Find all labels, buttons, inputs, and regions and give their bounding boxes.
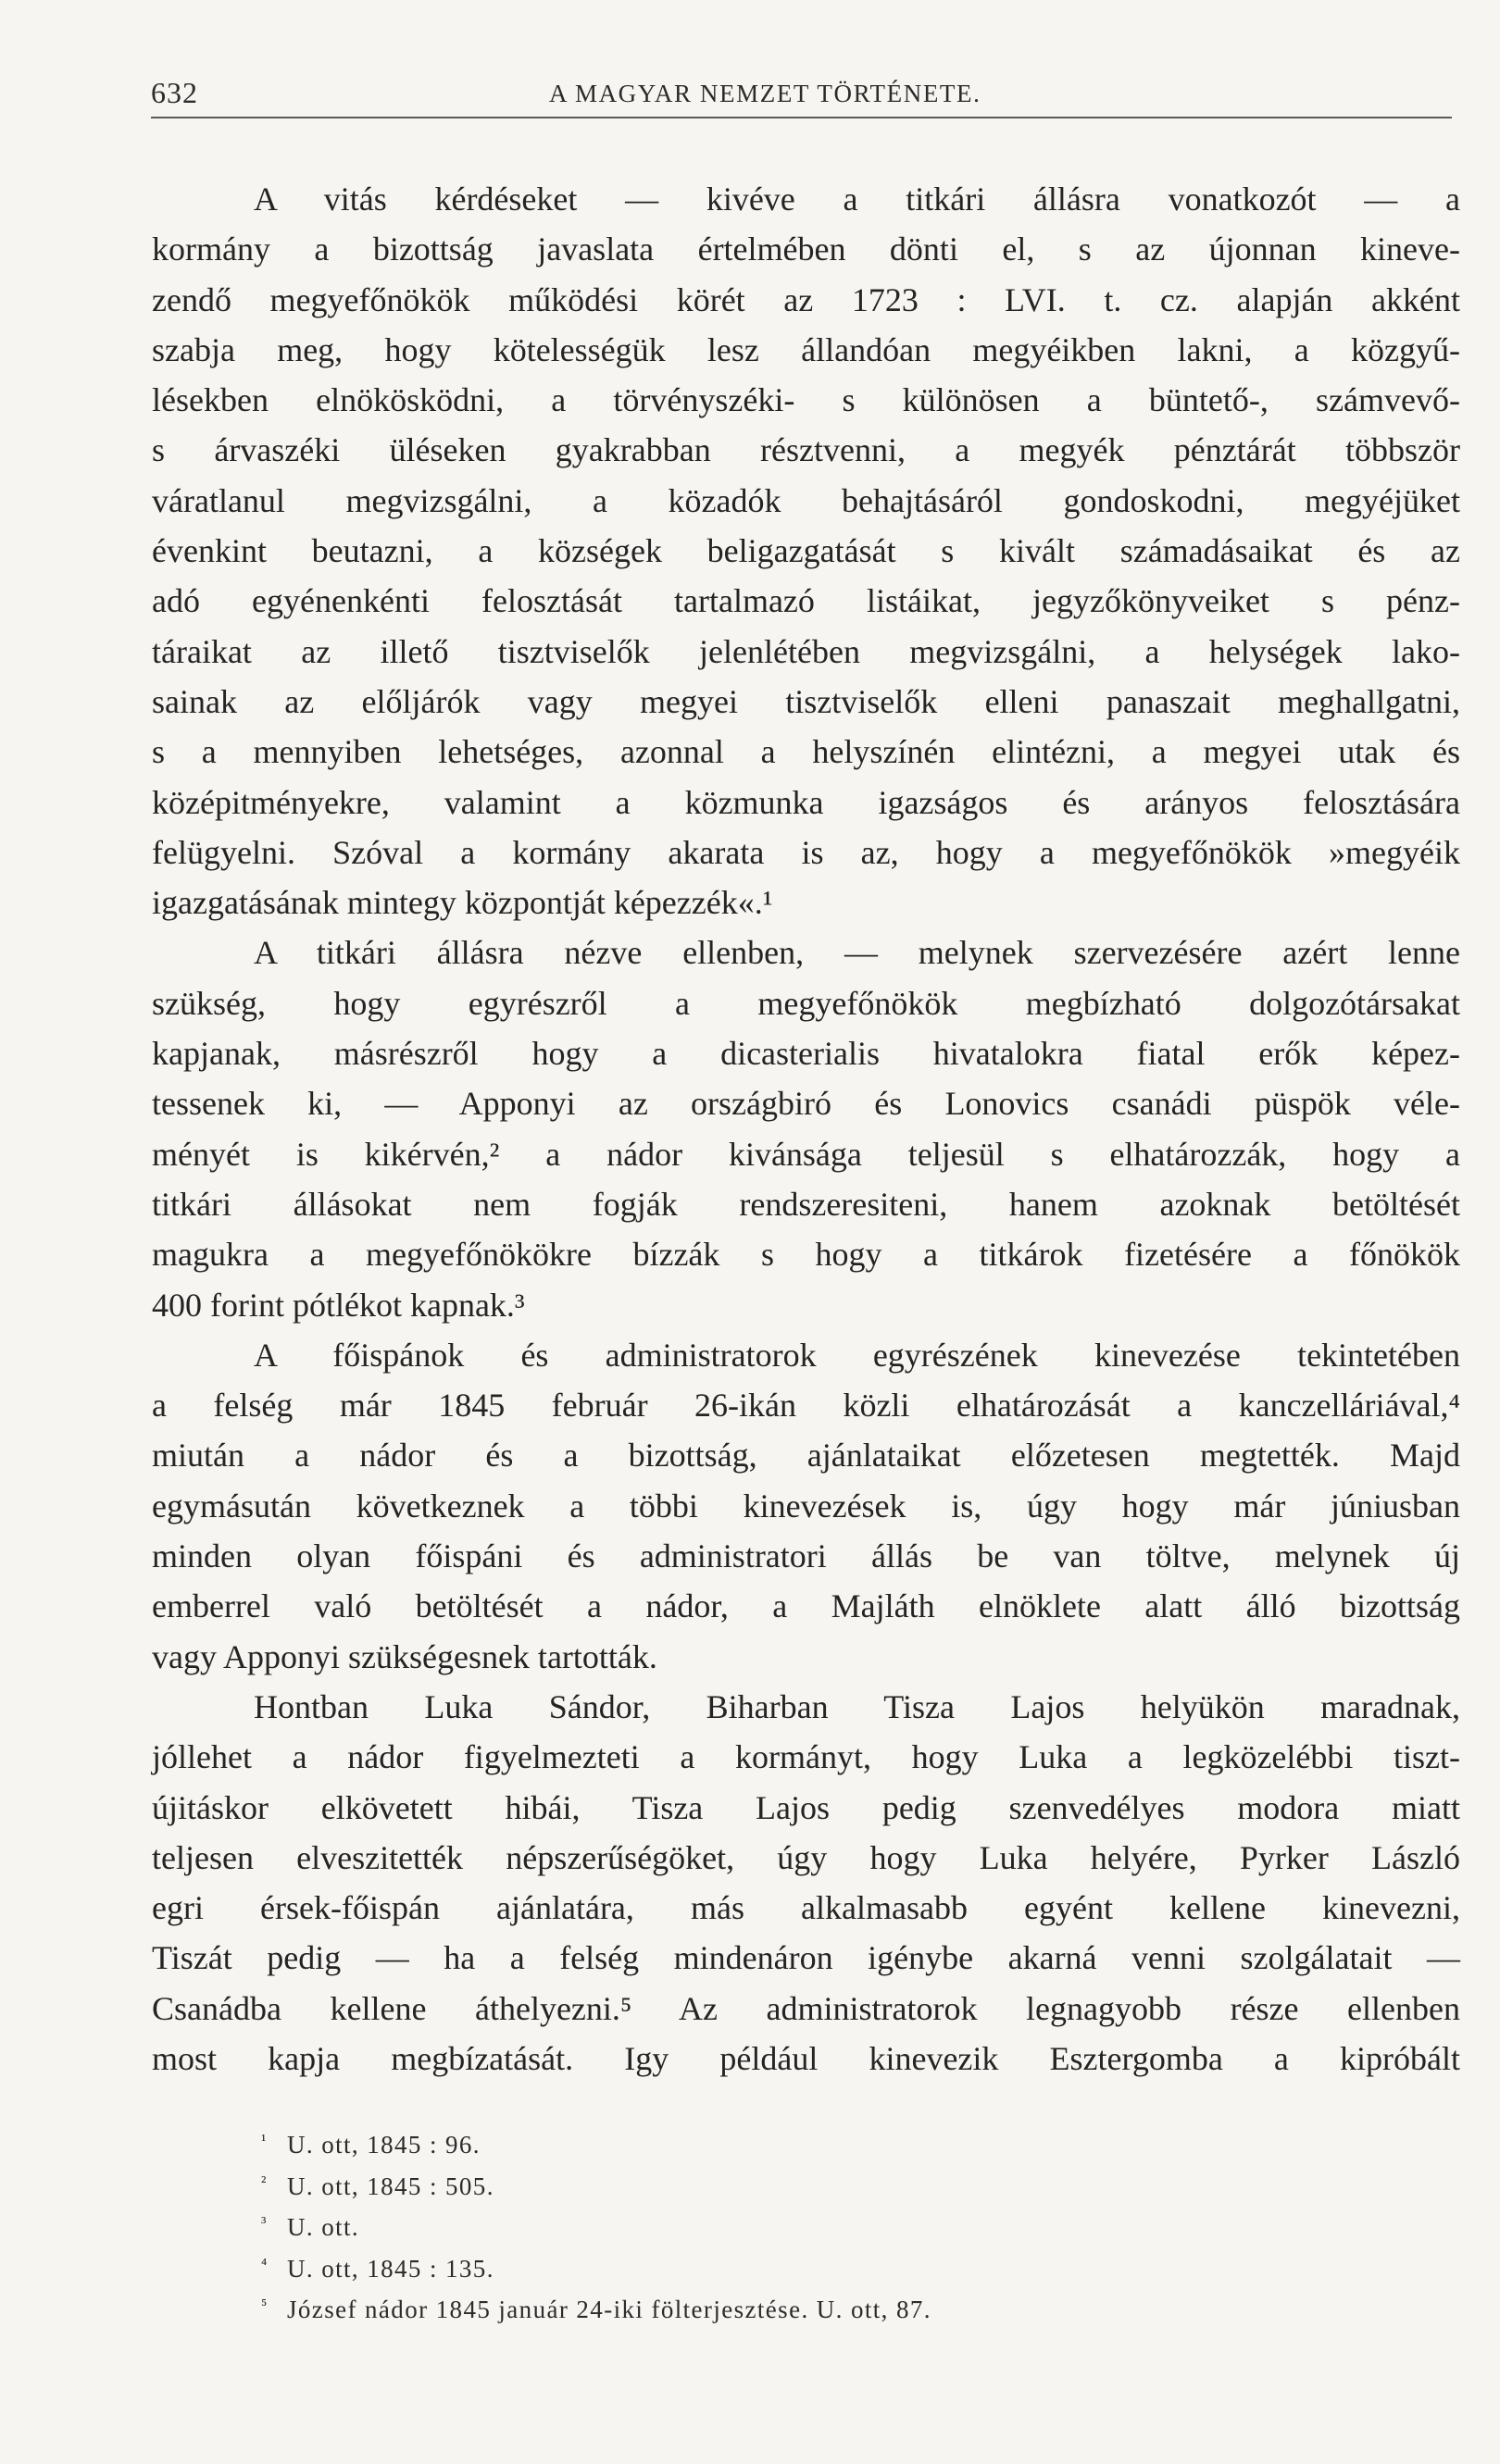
- text-line: újitáskor elkövetett hibái, Tisza Lajos pedig szenvedélyes modora miatt: [152, 1788, 1460, 1826]
- text-line: miután a nádor és a bizottság, ajánlataikat előzetesen megtették. Majd: [152, 1437, 1460, 1475]
- page-number: 632: [151, 76, 198, 109]
- text-line: egymásután következnek a többi kinevezések is, úgy hogy már júniusban: [152, 1487, 1460, 1524]
- running-title: A MAGYAR NEMZET TÖRTÉNETE.: [549, 80, 981, 107]
- text-line: középitményekre, valamint a közmunka igazságos és arányos felosztására: [152, 783, 1460, 821]
- text-line: Hontban Luka Sándor, Biharban Tisza Lajos helyükön maradnak,: [254, 1687, 1460, 1725]
- footnote-marker: ⁵: [261, 2296, 269, 2314]
- footnote-text: U. ott, 1845 : 505.: [287, 2172, 494, 2200]
- text-line: adó egyénenkénti felosztását tartalmazó listáikat, jegyzőkönyveiket s pénz-: [152, 582, 1460, 620]
- body-text: [152, 174, 1460, 2084]
- text-line: s árvaszéki üléseken gyakrabban résztvenni, a megyék pénztárát többször: [152, 431, 1460, 469]
- footnote-text: U. ott.: [287, 2213, 360, 2241]
- footnotes: [261, 2120, 1187, 2326]
- text-line: A főispánok és administratorok egyrészének kinevezése tekintetében: [254, 1336, 1460, 1374]
- footnote-text: U. ott, 1845 : 96.: [287, 2131, 481, 2159]
- text-line: ményét is kikérvén,² a nádor kivánsága teljesül s elhatározzák, hogy a: [152, 1135, 1460, 1173]
- text-line: A vitás kérdéseket — kivéve a titkári állásra vonatkozót — a: [254, 180, 1460, 218]
- text-line: szükség, hogy egyrészről a megyefőnökök megbízható dolgozótársakat: [152, 984, 1460, 1022]
- text-line: kormány a bizottság javaslata értelmében dönti el, s az újonnan kineve-: [152, 230, 1460, 268]
- footnote-marker: ³: [261, 2213, 268, 2232]
- footnote: [261, 2202, 1187, 2244]
- text-line: a felség már 1845 február 26-ikán közli elhatározását a kanczelláriával,⁴: [152, 1387, 1460, 1425]
- text-line: most kapja megbízatását. Igy például kinevezik Esztergomba a kipróbált: [152, 2039, 1460, 2077]
- text-line: emberrel való betöltését a nádor, a Majláth elnöklete alatt álló bizottság: [152, 1587, 1460, 1625]
- footnote: [261, 2244, 1187, 2285]
- text-line: felügyelni. Szóval a kormány akarata is az, hogy a megyefőnökök »megyéik: [152, 833, 1460, 871]
- text-line: Tiszát pedig — ha a felség mindenáron igénybe akarná venni szolgálatait —: [152, 1939, 1460, 1977]
- text-line: táraikat az illető tisztviselők jelenlétében megvizsgálni, a helységek lako-: [152, 632, 1460, 670]
- text-line: teljesen elveszitették népszerűségöket, úgy hogy Luka helyére, Pyrker László: [152, 1838, 1460, 1876]
- text-line: zendő megyefőnökök működési körét az 1723 : LVI. t. cz. alapján akként: [152, 280, 1460, 318]
- footnote: [261, 2161, 1187, 2203]
- text-line: szabja meg, hogy kötelességük lesz állandóan megyéikben lakni, a közgyű-: [152, 330, 1460, 368]
- header-rule: [151, 117, 1452, 118]
- footnote-text: U. ott, 1845 : 135.: [287, 2254, 494, 2283]
- text-line: kapjanak, másrészről hogy a dicasterialis hivatalokra fiatal erők képez-: [152, 1035, 1460, 1073]
- text-line: s a mennyiben lehetséges, azonnal a helyszínén elintézni, a megyei utak és: [152, 733, 1460, 771]
- text-line: vagy Apponyi szükségesnek tartották.: [152, 1637, 657, 1675]
- footnote-marker: ¹: [261, 2131, 268, 2149]
- text-line: sainak az előljárók vagy megyei tisztviselők elleni panaszait meghallgatni,: [152, 682, 1460, 720]
- text-line: A titkári állásra nézve ellenben, — melynek szervezésére azért lenne: [254, 934, 1460, 972]
- footnote-marker: ⁴: [261, 2254, 269, 2273]
- footnote: [261, 2284, 1187, 2326]
- text-line: évenkint beutazni, a községek beligazgatását s kivált számadásaikat és az: [152, 532, 1460, 570]
- text-line: váratlanul megvizsgálni, a közadók behajtásáról gondoskodni, megyéjüket: [152, 481, 1460, 519]
- text-line: egri érsek-főispán ajánlatára, más alkalmasabb egyént kellene kinevezni,: [152, 1889, 1460, 1927]
- footnote: [261, 2120, 1187, 2161]
- text-line: magukra a megyefőnökökre bízzák s hogy a titkárok fizetésére a főnökök: [152, 1236, 1460, 1274]
- text-line: jóllehet a nádor figyelmezteti a kormányt, hogy Luka a legközelébbi tiszt-: [152, 1738, 1460, 1776]
- text-line: igazgatásának mintegy központját képezzék«.¹: [152, 884, 773, 922]
- footnote-text: József nádor 1845 január 24-iki fölterjesztése. U. ott, 87.: [287, 2296, 931, 2323]
- text-line: minden olyan főispáni és administratori állás be van töltve, melynek új: [152, 1537, 1460, 1575]
- text-line: 400 forint pótlékot kapnak.³: [152, 1286, 525, 1324]
- text-line: Csanádba kellene áthelyezni.⁵ Az administratorok legnagyobb része ellenben: [152, 1989, 1460, 2027]
- page-header: [151, 67, 1447, 113]
- footnote-marker: ²: [261, 2172, 268, 2191]
- text-line: titkári állásokat nem fogják rendszeresiteni, hanem azoknak betöltését: [152, 1185, 1460, 1223]
- text-line: tessenek ki, — Apponyi az országbiró és Lonovics csanádi püspök véle-: [152, 1085, 1460, 1123]
- text-line: lésekben elnökösködni, a törvényszéki- s különösen a büntető-, számvevő-: [152, 381, 1460, 419]
